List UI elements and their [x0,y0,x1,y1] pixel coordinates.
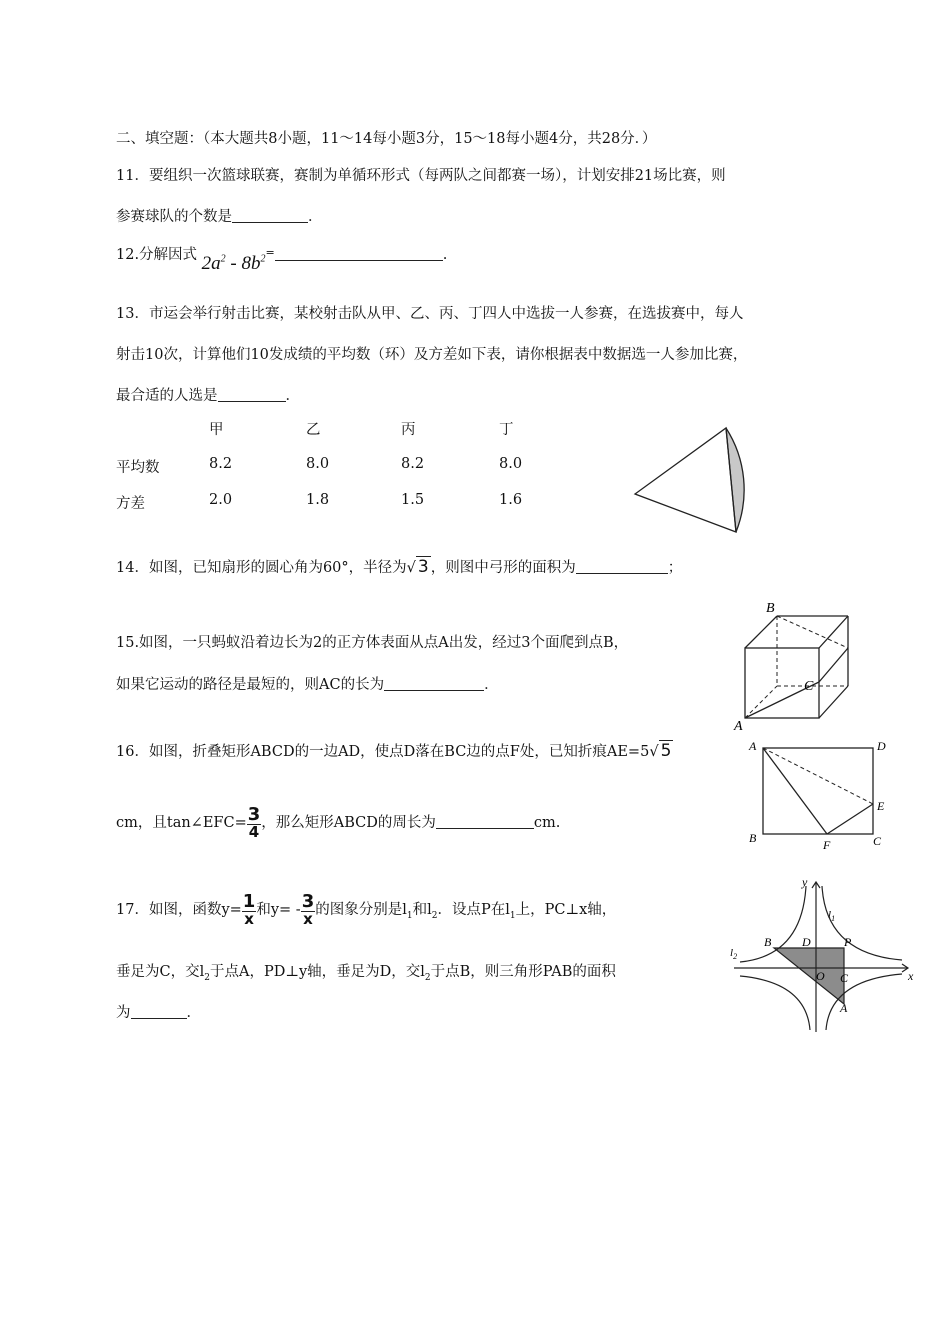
table-cell: 1.8 [306,492,330,508]
q12-line [116,243,448,274]
q14-end: ； [667,560,683,576]
q17-text: 的图象分别是l [315,902,407,918]
q12-end: . [442,247,448,263]
q16-line1 [116,740,673,761]
q16-fraction [247,806,262,840]
fold-line-af [763,748,827,834]
q12-term-b: - 8b [225,253,261,274]
q17-text: 和l [412,902,432,918]
label-c: C [840,971,849,985]
q15-answer-blank[interactable] [384,676,484,691]
q17-text: 于点A，PD⊥y轴，垂足为D，交l [209,964,425,980]
section-header: 二、填空题：（本大题共8小题，11～14每小题3分，15～18每小题4分，共28分．） [116,131,657,147]
rectangle-figure [745,738,895,850]
fold-line-fe [827,804,873,834]
q17-fraction-1 [242,893,257,927]
fraction-numerator: 3 [247,804,261,825]
label-a: A [840,1001,848,1015]
label-a: A [734,719,743,734]
q17-subscript: 1 [509,910,516,921]
label-l1: $l_1$ [828,909,836,923]
q16-answer-blank[interactable] [436,814,534,829]
hidden-edge [745,686,777,718]
q12-text: 12.分解因式 [116,247,198,263]
q13-answer-blank[interactable] [218,387,286,402]
q16-line2 [116,806,560,840]
label-b: B [766,601,775,616]
q13-line3 [116,384,300,405]
q15-line1: 15.如图，一只蚂蚁沿着边长为2的正方体表面从点A出发，经过3个面爬到点B， [116,635,629,651]
fraction-numerator: 1 [242,891,256,912]
label-p: P [844,935,852,949]
shaded-triangle-pab [774,948,844,1004]
q15-line2 [116,673,499,694]
q12-expression [202,253,266,274]
q17-text: 和y= - [256,902,301,918]
fraction-denominator: x [303,910,313,928]
q14-answer-blank[interactable] [576,559,668,574]
q12-exp-b: 2 [260,253,266,265]
label-f: F [823,838,831,852]
q11-end: ． [308,209,323,225]
cube-edge [745,616,777,648]
q17-text: 垂足为C，交l [116,964,205,980]
q17-subscript: 2 [424,972,431,983]
label-e: E [877,799,885,813]
label-c: C [873,834,882,848]
q16-text: cm，且tan∠EFC= [116,815,247,831]
table-cell: 8.0 [499,456,523,472]
q13-end: ． [285,388,300,404]
sector-triangle [635,428,736,532]
cube-edge [819,686,848,718]
q13-line2: 射击10次，计算他们10发成绩的平均数（环）及方差如下表，请你根据表中数据选一人参加比赛， [116,347,748,363]
hidden-path [777,616,848,648]
q15-end: ． [484,677,499,693]
fraction-numerator: 3 [301,891,315,912]
table-cell: 1.5 [401,492,425,508]
cube-edge [819,616,848,648]
label-d: D [877,739,886,753]
q11-line2 [116,205,323,226]
q17-text: 于点B，则三角形PAB的面积 [430,964,616,980]
q11-line1: 11．要组织一次篮球联赛，赛制为单循环形式（每两队之间都赛一场），计划安排21场比赛，则 [116,168,726,184]
table-row-label-variance: 方差 [116,496,145,512]
q17-line3 [116,1001,201,1022]
q17-text: 17．如图，函数y= [116,902,242,918]
q14-radicand: 3 [417,557,429,577]
q14-text: 14．如图，已知扇形的圆心角为60°，半径为 [116,560,407,576]
label-l2: $l_2$ [730,947,738,961]
crease-ae [763,748,873,804]
q17-text: ．设点P在l [437,902,510,918]
q11-answer-blank[interactable] [232,208,308,223]
q16-text: 16．如图，折叠矩形ABCD的一边AD，使点D落在BC边的点F处，已知折痕AE=5 [116,744,650,760]
label-y: y [802,875,808,889]
table-cell: 8.2 [401,456,425,472]
q17-subscript: 1 [406,910,413,921]
cube-figure [730,600,860,734]
q12-equals: = [265,246,275,259]
table-header-jia: 甲 [209,422,224,438]
q17-subscript: 2 [431,910,438,921]
q17-answer-blank[interactable] [131,1004,187,1019]
table-cell: 8.2 [209,456,233,472]
q13-text: 最合适的人选是 [116,388,218,404]
q16-radicand: 5 [660,741,672,761]
q16-end: cm. [533,815,561,831]
label-b: B [749,831,757,845]
label-d: D [802,935,811,949]
label-c: C [804,679,814,694]
q11-text: 参赛球队的个数是 [116,209,232,225]
q12-term-a: 2a [201,253,221,274]
q13-line1: 13．市运会举行射击比赛，某校射击队从甲、乙、丙、丁四人中选拔一人参赛，在选拔赛中，每人 [116,306,744,322]
q17-subscript: 2 [204,972,210,983]
table-header-ding: 丁 [499,422,514,438]
table-cell: 1.6 [499,492,523,508]
table-header-yi: 乙 [306,422,321,438]
q12-answer-blank[interactable] [275,246,443,261]
q17-line1 [116,893,616,927]
ant-path [819,648,848,682]
q17-text: 上，PC⊥x轴， [515,902,617,918]
label-a: A [749,739,757,753]
label-b: B [764,935,772,949]
q17-end: ． [186,1005,201,1021]
curve-l1-q3 [740,976,810,1030]
label-o: O [816,969,825,983]
table-cell: 8.0 [306,456,330,472]
table-header-bing: 丙 [401,422,416,438]
sector-figure [630,424,760,536]
fraction-denominator: 4 [248,823,260,841]
q17-line2 [116,960,616,983]
q14-line [116,556,682,577]
fraction-denominator: x [244,910,254,928]
q12-exp-a: 2 [220,253,226,265]
table-row-label-mean: 平均数 [116,460,160,476]
q17-fraction-2 [301,893,316,927]
q15-text: 如果它运动的路径是最短的，则AC的长为 [116,677,385,693]
q16-sqrt: √ 5 [649,741,672,761]
label-x: x [908,969,914,983]
hyperbola-figure [726,872,922,1034]
q14-text-mid: ，则图中弓形的面积为 [430,560,576,576]
q14-sqrt: √ 3 [406,557,429,577]
q17-text: 为 [116,1005,131,1021]
q16-text-mid: ，那么矩形ABCD的周长为 [261,815,436,831]
table-cell: 2.0 [209,492,233,508]
